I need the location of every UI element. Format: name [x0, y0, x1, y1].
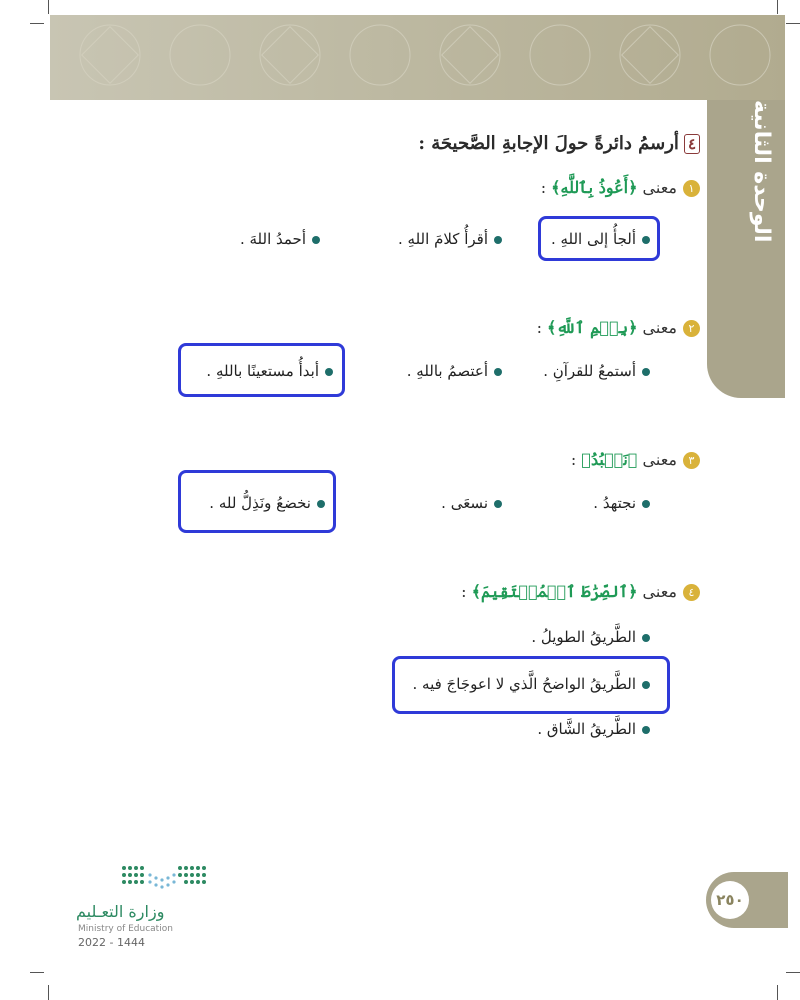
pattern-decoration — [50, 15, 785, 100]
bullet — [642, 368, 650, 376]
bullet — [494, 500, 502, 508]
bullet — [317, 500, 325, 508]
crop-mark — [777, 0, 778, 14]
ministry-logo-icon — [120, 862, 210, 894]
item-2-heading: ٢معنى ﴿بِسۡمِ ٱللَّهِ﴾ : — [537, 318, 700, 337]
option-2-1[interactable]: أستمعُ للقرآنِ . — [543, 362, 650, 380]
ministry-name-ar: وزارة التعـليم — [76, 902, 165, 921]
question-title: ٤أرسمُ دائرةً حولَ الإجابةِ الصَّحيحَة : — [418, 133, 700, 154]
item-number-badge: ٢ — [683, 320, 700, 337]
item-4-heading: ٤معنى ﴿ٱلصِّرَٰطَ ٱلۡمُسۡتَقِيمَ﴾ : — [461, 582, 700, 601]
option-4-2[interactable]: الطَّريقُ الواضحُ الَّذي لا اعوجَاجَ فيه . — [413, 675, 651, 693]
quran-term: ﴿ٱلصِّرَٰطَ ٱلۡمُسۡتَقِيمَ﴾ — [471, 582, 638, 601]
bullet — [494, 368, 502, 376]
option-4-3[interactable]: الطَّريقُ الشَّاق . — [537, 720, 650, 738]
quran-term: ﴿نَعۡبُدُ﴾ — [581, 450, 638, 469]
bullet — [494, 236, 502, 244]
option-1-2[interactable]: أقرأُ كلامَ اللهِ . — [398, 230, 502, 248]
bullet — [642, 726, 650, 734]
bullet — [642, 634, 650, 642]
bullet — [325, 368, 333, 376]
page-number: ٢٥٠ — [711, 881, 749, 919]
ministry-name-en: Ministry of Education — [78, 924, 173, 934]
item-number-badge: ٣ — [683, 452, 700, 469]
option-2-3[interactable]: أبدأُ مستعينًا باللهِ . — [206, 362, 333, 380]
item-1-heading: ١معنى ﴿أَعُوذُ بِٱللَّهِ﴾ : — [541, 178, 700, 197]
item-3-heading: ٣معنى ﴿نَعۡبُدُ﴾ : — [571, 450, 700, 469]
option-4-1[interactable]: الطَّريقُ الطويلُ . — [531, 628, 650, 646]
crop-mark — [30, 23, 44, 24]
crop-mark — [786, 972, 800, 973]
crop-mark — [48, 985, 49, 1000]
crop-mark — [786, 23, 800, 24]
bullet — [642, 236, 650, 244]
edition-year: 2022 - 1444 — [78, 936, 145, 949]
option-2-2[interactable]: أعتصمُ باللهِ . — [407, 362, 502, 380]
bullet — [642, 681, 650, 689]
bullet — [642, 500, 650, 508]
option-3-3[interactable]: نخضعُ ونَذِلُّ لله . — [209, 494, 325, 512]
quran-term: ﴿بِسۡمِ ٱللَّهِ﴾ — [547, 318, 638, 337]
crop-mark — [48, 0, 49, 14]
header-banner — [50, 15, 785, 100]
option-3-2[interactable]: نسعَى . — [441, 494, 502, 512]
bullet — [312, 236, 320, 244]
option-1-3[interactable]: أحمدُ اللهَ . — [240, 230, 320, 248]
item-number-badge: ١ — [683, 180, 700, 197]
item-number-badge: ٤ — [683, 584, 700, 601]
option-3-1[interactable]: نجتهدُ . — [593, 494, 650, 512]
question-number: ٤ — [684, 134, 700, 154]
quran-term: ﴿أَعُوذُ بِٱللَّهِ﴾ — [551, 178, 638, 197]
option-1-1[interactable]: ألجأُ إلى اللهِ . — [551, 230, 650, 248]
crop-mark — [777, 985, 778, 1000]
crop-mark — [30, 972, 44, 973]
unit-title: الوحدة الثانية — [749, 100, 774, 243]
